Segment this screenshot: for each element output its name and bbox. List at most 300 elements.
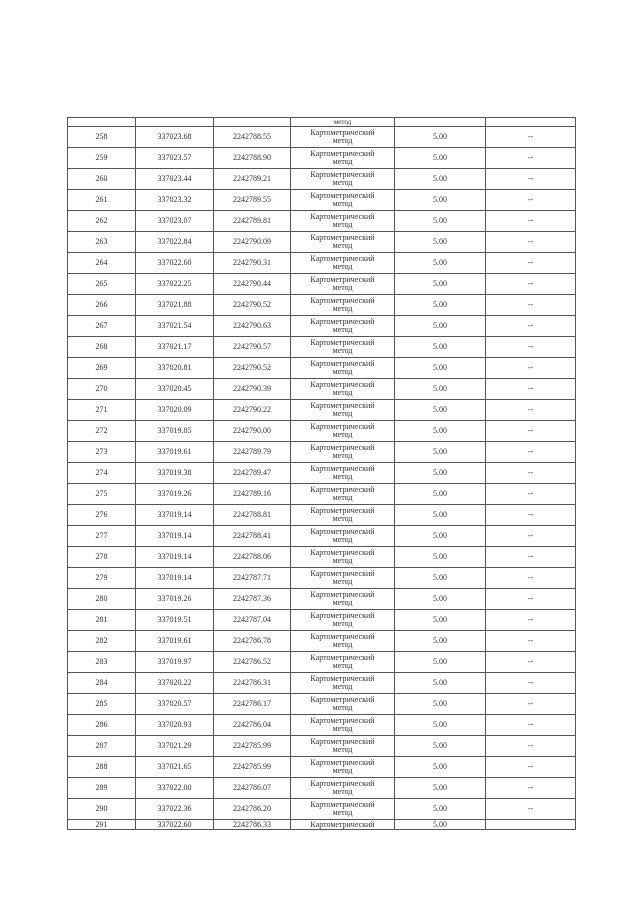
note-cell: --: [486, 169, 576, 190]
note-cell: --: [486, 148, 576, 169]
note-cell: --: [486, 442, 576, 463]
table-row: [68, 169, 576, 190]
method-line-2: метод: [332, 766, 353, 775]
method-cell: [291, 148, 395, 169]
table-row: [68, 274, 576, 295]
note-cell: --: [486, 232, 576, 253]
y-coordinate-cell: 2242789.21: [214, 169, 291, 190]
method-cell: [291, 631, 395, 652]
method-line-1: Картометрический: [310, 758, 375, 767]
method-line-2: метод: [332, 409, 353, 418]
note-cell: --: [486, 379, 576, 400]
accuracy-cell: 5.00: [395, 631, 486, 652]
method-line-1: Картометрический: [310, 254, 375, 263]
method-cell: [291, 442, 395, 463]
method-cell: метод: [291, 118, 395, 127]
x-coordinate-cell: 337022.84: [136, 232, 214, 253]
note-cell: --: [486, 610, 576, 631]
y-coordinate-cell: 2242790.31: [214, 253, 291, 274]
x-coordinate-cell: 337022.60: [136, 820, 214, 830]
method-cell: [291, 337, 395, 358]
method-line-1: Картометрический: [310, 716, 375, 725]
point-number-cell: 290: [68, 799, 136, 820]
point-number-cell: 275: [68, 484, 136, 505]
method-cell: [291, 568, 395, 589]
y-coordinate-cell: 2242790.52: [214, 358, 291, 379]
method-line-2: метод: [332, 493, 353, 502]
accuracy-cell: 5.00: [395, 694, 486, 715]
table-row: [68, 568, 576, 589]
method-cell: [291, 190, 395, 211]
method-line-1: Картометрический: [310, 149, 375, 158]
note-cell: --: [486, 799, 576, 820]
accuracy-cell: 5.00: [395, 127, 486, 148]
x-coordinate-cell: 337020.09: [136, 400, 214, 421]
accuracy-cell: 5.00: [395, 799, 486, 820]
method-line-2: метод: [332, 787, 353, 796]
point-number-cell: 261: [68, 190, 136, 211]
y-coordinate-cell: 2242790.00: [214, 421, 291, 442]
y-coordinate-cell: 2242786.31: [214, 673, 291, 694]
accuracy-cell: 5.00: [395, 568, 486, 589]
x-coordinate-cell: 337023.07: [136, 211, 214, 232]
method-line-2: метод: [332, 619, 353, 628]
accuracy-cell: 5.00: [395, 295, 486, 316]
method-line-1: Картометрический: [310, 128, 375, 137]
method-line-2: метод: [332, 472, 353, 481]
y-coordinate-cell: 2242789.47: [214, 463, 291, 484]
x-coordinate-cell: 337023.44: [136, 169, 214, 190]
accuracy-cell: 5.00: [395, 757, 486, 778]
y-coordinate-cell: 2242788.06: [214, 547, 291, 568]
method-line-1: Картометрический: [310, 590, 375, 599]
table-row: [68, 232, 576, 253]
method-line-2: метод: [332, 451, 353, 460]
accuracy-cell: 5.00: [395, 715, 486, 736]
x-coordinate-cell: 337023.57: [136, 148, 214, 169]
y-coordinate-cell: 2242789.79: [214, 442, 291, 463]
point-number-cell: 262: [68, 211, 136, 232]
y-coordinate-cell: 2242788.41: [214, 526, 291, 547]
point-number-cell: 265: [68, 274, 136, 295]
method-line-1: Картометрический: [310, 737, 375, 746]
table-row: [68, 526, 576, 547]
table-row: [68, 694, 576, 715]
table-row: [68, 127, 576, 148]
method-line-1: Картометрический: [310, 464, 375, 473]
method-line-1: Картометрический: [310, 443, 375, 452]
y-coordinate-cell: 2242785.99: [214, 736, 291, 757]
accuracy-cell: 5.00: [395, 505, 486, 526]
method-line-1: Картометрический: [310, 401, 375, 410]
point-number-cell: 278: [68, 547, 136, 568]
note-cell: --: [486, 316, 576, 337]
y-coordinate-cell: 2242786.04: [214, 715, 291, 736]
point-number-cell: 271: [68, 400, 136, 421]
table-row: [68, 295, 576, 316]
method-line-1: Картометрический: [310, 275, 375, 284]
point-number-cell: 268: [68, 337, 136, 358]
note-cell: --: [486, 778, 576, 799]
table-row: [68, 400, 576, 421]
method-line-1: Картометрический: [310, 569, 375, 578]
point-number-cell: 285: [68, 694, 136, 715]
method-cell: [291, 694, 395, 715]
method-line-1: Картометрический: [310, 632, 375, 641]
method-cell: [291, 169, 395, 190]
point-number-cell: 259: [68, 148, 136, 169]
note-cell: [486, 820, 576, 830]
method-line-1: Картометрический: [310, 170, 375, 179]
accuracy-cell: 5.00: [395, 820, 486, 830]
method-cell: [291, 463, 395, 484]
note-cell: --: [486, 568, 576, 589]
method-line-2: метод: [332, 598, 353, 607]
x-coordinate-cell: 337019.85: [136, 421, 214, 442]
note-cell: --: [486, 253, 576, 274]
method-cell: [291, 484, 395, 505]
table-row: [68, 736, 576, 757]
x-coordinate-cell: 337021.65: [136, 757, 214, 778]
accuracy-cell: 5.00: [395, 274, 486, 295]
x-coordinate-cell: 337023.32: [136, 190, 214, 211]
method-line-2: метод: [332, 661, 353, 670]
x-coordinate-cell: 337020.57: [136, 694, 214, 715]
x-coordinate-cell: 337022.00: [136, 778, 214, 799]
y-coordinate-cell: 2242787.71: [214, 568, 291, 589]
method-line-2: метод: [332, 808, 353, 817]
method-cell: [291, 673, 395, 694]
y-coordinate-cell: 2242790.22: [214, 400, 291, 421]
method-line-2: метод: [332, 136, 353, 145]
y-coordinate-cell: 2242790.09: [214, 232, 291, 253]
note-cell: --: [486, 274, 576, 295]
x-coordinate-cell: 337019.14: [136, 568, 214, 589]
method-cell: [291, 379, 395, 400]
note-cell: --: [486, 400, 576, 421]
method-cell: [291, 505, 395, 526]
table-row: [68, 652, 576, 673]
accuracy-cell: 5.00: [395, 442, 486, 463]
table-row: [68, 547, 576, 568]
accuracy-cell: 5.00: [395, 463, 486, 484]
note-cell: --: [486, 715, 576, 736]
method-cell: [291, 253, 395, 274]
note-cell: --: [486, 463, 576, 484]
method-cell: [291, 316, 395, 337]
method-cell: [291, 778, 395, 799]
point-number-cell: 276: [68, 505, 136, 526]
x-coordinate-cell: 337019.26: [136, 484, 214, 505]
x-coordinate-cell: 337021.29: [136, 736, 214, 757]
method-line-1: Картометрический: [310, 695, 375, 704]
table-row: [68, 505, 576, 526]
x-coordinate-cell: 337019.61: [136, 442, 214, 463]
table-row-fragment-top: [68, 118, 576, 127]
point-number-cell: 286: [68, 715, 136, 736]
x-coordinate-cell: 337020.45: [136, 379, 214, 400]
method-line-1: Картометрический: [310, 611, 375, 620]
x-coordinate-cell: 337019.97: [136, 652, 214, 673]
table-row: [68, 799, 576, 820]
accuracy-cell: 5.00: [395, 652, 486, 673]
point-number-cell: 279: [68, 568, 136, 589]
method-cell: [291, 526, 395, 547]
method-line-2: метод: [332, 430, 353, 439]
method-line-2: метод: [332, 388, 353, 397]
y-coordinate-cell: 2242790.44: [214, 274, 291, 295]
point-number-cell: 263: [68, 232, 136, 253]
y-coordinate-cell: 2242789.55: [214, 190, 291, 211]
y-coordinate-cell: 2242790.39: [214, 379, 291, 400]
method-line-2: метод: [332, 577, 353, 586]
accuracy-cell: 5.00: [395, 148, 486, 169]
method-line-2: метод: [332, 262, 353, 271]
method-line-2: метод: [332, 241, 353, 250]
method-line-1: Картометрический: [310, 674, 375, 683]
x-coordinate-cell: 337019.26: [136, 589, 214, 610]
method-line-1: Картометрический: [310, 422, 375, 431]
point-number-cell: 260: [68, 169, 136, 190]
x-coordinate-cell: 337021.54: [136, 316, 214, 337]
table-row-fragment-bottom: [68, 820, 576, 830]
table-row: [68, 358, 576, 379]
method-line-2: метод: [332, 640, 353, 649]
table-row: [68, 442, 576, 463]
table-row: [68, 463, 576, 484]
method-line-2: метод: [332, 178, 353, 187]
y-coordinate-cell: 2242786.17: [214, 694, 291, 715]
x-coordinate-cell: 337020.93: [136, 715, 214, 736]
accuracy-cell: 5.00: [395, 526, 486, 547]
method-line-1: Картометрический: [310, 506, 375, 515]
x-coordinate-cell: 337022.25: [136, 274, 214, 295]
table-row: [68, 148, 576, 169]
method-line-2: метод: [332, 304, 353, 313]
x-coordinate-cell: 337020.22: [136, 673, 214, 694]
point-number-cell: 274: [68, 463, 136, 484]
method-cell: [291, 652, 395, 673]
method-line-1: Картометрический: [310, 338, 375, 347]
accuracy-cell: 5.00: [395, 400, 486, 421]
accuracy-cell: 5.00: [395, 169, 486, 190]
accuracy-cell: 5.00: [395, 232, 486, 253]
method-cell: [291, 736, 395, 757]
accuracy-cell: 5.00: [395, 610, 486, 631]
note-cell: --: [486, 190, 576, 211]
method-line-2: метод: [332, 745, 353, 754]
note-cell: --: [486, 526, 576, 547]
accuracy-cell: 5.00: [395, 337, 486, 358]
y-coordinate-cell: 2242790.57: [214, 337, 291, 358]
x-coordinate-cell: 337019.14: [136, 505, 214, 526]
method-line-2: метод: [332, 682, 353, 691]
method-cell: [291, 610, 395, 631]
table-row: [68, 484, 576, 505]
point-number-cell: 273: [68, 442, 136, 463]
y-coordinate-cell: 2242789.81: [214, 211, 291, 232]
x-coordinate-cell: 337021.88: [136, 295, 214, 316]
x-coordinate-cell: 337023.68: [136, 127, 214, 148]
accuracy-cell: 5.00: [395, 421, 486, 442]
table-row: [68, 778, 576, 799]
method-cell: [291, 358, 395, 379]
method-line-1: Картометрический: [310, 527, 375, 536]
y-coordinate-cell: 2242786.52: [214, 652, 291, 673]
y-coordinate-cell: 2242790.63: [214, 316, 291, 337]
point-number-cell: 281: [68, 610, 136, 631]
x-coordinate-cell: 337019.14: [136, 526, 214, 547]
accuracy-cell: 5.00: [395, 253, 486, 274]
note-cell: --: [486, 421, 576, 442]
point-number-cell: 277: [68, 526, 136, 547]
method-line-1: Картометрический: [310, 317, 375, 326]
y-coordinate-cell: 2242788.55: [214, 127, 291, 148]
method-line-2: метод: [332, 514, 353, 523]
y-coordinate-cell: 2242786.20: [214, 799, 291, 820]
point-number-cell: 258: [68, 127, 136, 148]
method-cell: [291, 715, 395, 736]
accuracy-cell: 5.00: [395, 547, 486, 568]
note-cell: --: [486, 211, 576, 232]
x-coordinate-cell: 337019.14: [136, 547, 214, 568]
point-number-cell: 288: [68, 757, 136, 778]
table-row: [68, 421, 576, 442]
y-coordinate-cell: 2242789.16: [214, 484, 291, 505]
note-cell: --: [486, 484, 576, 505]
note-cell: --: [486, 358, 576, 379]
x-coordinate-cell: 337019.61: [136, 631, 214, 652]
accuracy-cell: 5.00: [395, 316, 486, 337]
point-number-cell: 266: [68, 295, 136, 316]
method-cell: [291, 589, 395, 610]
table-row: [68, 337, 576, 358]
method-cell: Картометрический: [291, 820, 395, 830]
accuracy-cell: 5.00: [395, 190, 486, 211]
accuracy-cell: 5.00: [395, 484, 486, 505]
note-cell: --: [486, 736, 576, 757]
method-cell: [291, 232, 395, 253]
method-line-1: Картометрический: [310, 548, 375, 557]
y-coordinate-cell: 2242786.78: [214, 631, 291, 652]
method-line-2: метод: [332, 556, 353, 565]
note-cell: --: [486, 505, 576, 526]
point-number-cell: 287: [68, 736, 136, 757]
note-cell: --: [486, 127, 576, 148]
note-cell: --: [486, 547, 576, 568]
table-row: [68, 190, 576, 211]
method-line-1: Картометрический: [310, 800, 375, 809]
method-line-2: метод: [332, 703, 353, 712]
table-row: [68, 589, 576, 610]
y-coordinate-cell: 2242788.90: [214, 148, 291, 169]
x-coordinate-cell: 337019.38: [136, 463, 214, 484]
y-coordinate-cell: 2242788.81: [214, 505, 291, 526]
method-cell: [291, 547, 395, 568]
note-cell: --: [486, 589, 576, 610]
method-cell: [291, 274, 395, 295]
method-cell: [291, 757, 395, 778]
accuracy-cell: 5.00: [395, 673, 486, 694]
y-coordinate-cell: 2242787.04: [214, 610, 291, 631]
method-line-2: метод: [332, 535, 353, 544]
table-row: [68, 715, 576, 736]
x-coordinate-cell: 337022.60: [136, 253, 214, 274]
point-number-cell: 272: [68, 421, 136, 442]
note-cell: --: [486, 652, 576, 673]
method-cell: [291, 127, 395, 148]
point-number-cell: 270: [68, 379, 136, 400]
method-cell: [291, 295, 395, 316]
y-coordinate-cell: 2242787.36: [214, 589, 291, 610]
x-coordinate-cell: 337021.17: [136, 337, 214, 358]
method-line-1: Картометрический: [310, 191, 375, 200]
note-cell: --: [486, 757, 576, 778]
note-cell: --: [486, 337, 576, 358]
point-number-cell: 269: [68, 358, 136, 379]
point-number-cell: 264: [68, 253, 136, 274]
accuracy-cell: 5.00: [395, 379, 486, 400]
method-cell: [291, 799, 395, 820]
table-row: [68, 610, 576, 631]
method-line-1: Картометрический: [310, 296, 375, 305]
point-number-cell: 291: [68, 820, 136, 830]
method-line-1: Картометрический: [310, 653, 375, 662]
method-line-2: метод: [332, 346, 353, 355]
y-coordinate-cell: 2242786.33: [214, 820, 291, 830]
method-line-2: метод: [332, 220, 353, 229]
table-row: [68, 631, 576, 652]
point-number-cell: 283: [68, 652, 136, 673]
point-number-cell: 280: [68, 589, 136, 610]
note-cell: --: [486, 694, 576, 715]
method-line-1: Картометрический: [310, 380, 375, 389]
method-line-1: Картометрический: [310, 779, 375, 788]
note-cell: --: [486, 673, 576, 694]
point-number-cell: 267: [68, 316, 136, 337]
method-line-1: Картометрический: [310, 485, 375, 494]
note-cell: --: [486, 631, 576, 652]
x-coordinate-cell: 337019.51: [136, 610, 214, 631]
method-line-2: метод: [332, 724, 353, 733]
method-line-2: метод: [332, 157, 353, 166]
point-number-cell: 284: [68, 673, 136, 694]
table-row: [68, 316, 576, 337]
method-line-2: метод: [332, 325, 353, 334]
table-row: [68, 757, 576, 778]
method-line-2: метод: [332, 283, 353, 292]
table-row: [68, 211, 576, 232]
accuracy-cell: 5.00: [395, 589, 486, 610]
x-coordinate-cell: 337020.81: [136, 358, 214, 379]
note-cell: --: [486, 295, 576, 316]
method-cell: [291, 421, 395, 442]
accuracy-cell: 5.00: [395, 778, 486, 799]
x-coordinate-cell: 337022.36: [136, 799, 214, 820]
coordinates-table: [67, 117, 576, 830]
method-line-1: Картометрический: [310, 359, 375, 368]
accuracy-cell: 5.00: [395, 211, 486, 232]
table-row: [68, 253, 576, 274]
table-row: [68, 379, 576, 400]
method-line-1: Картометрический: [310, 212, 375, 221]
accuracy-cell: 5.00: [395, 736, 486, 757]
method-line-2: метод: [332, 199, 353, 208]
point-number-cell: 282: [68, 631, 136, 652]
y-coordinate-cell: 2242786.07: [214, 778, 291, 799]
accuracy-cell: 5.00: [395, 358, 486, 379]
y-coordinate-cell: 2242790.52: [214, 295, 291, 316]
